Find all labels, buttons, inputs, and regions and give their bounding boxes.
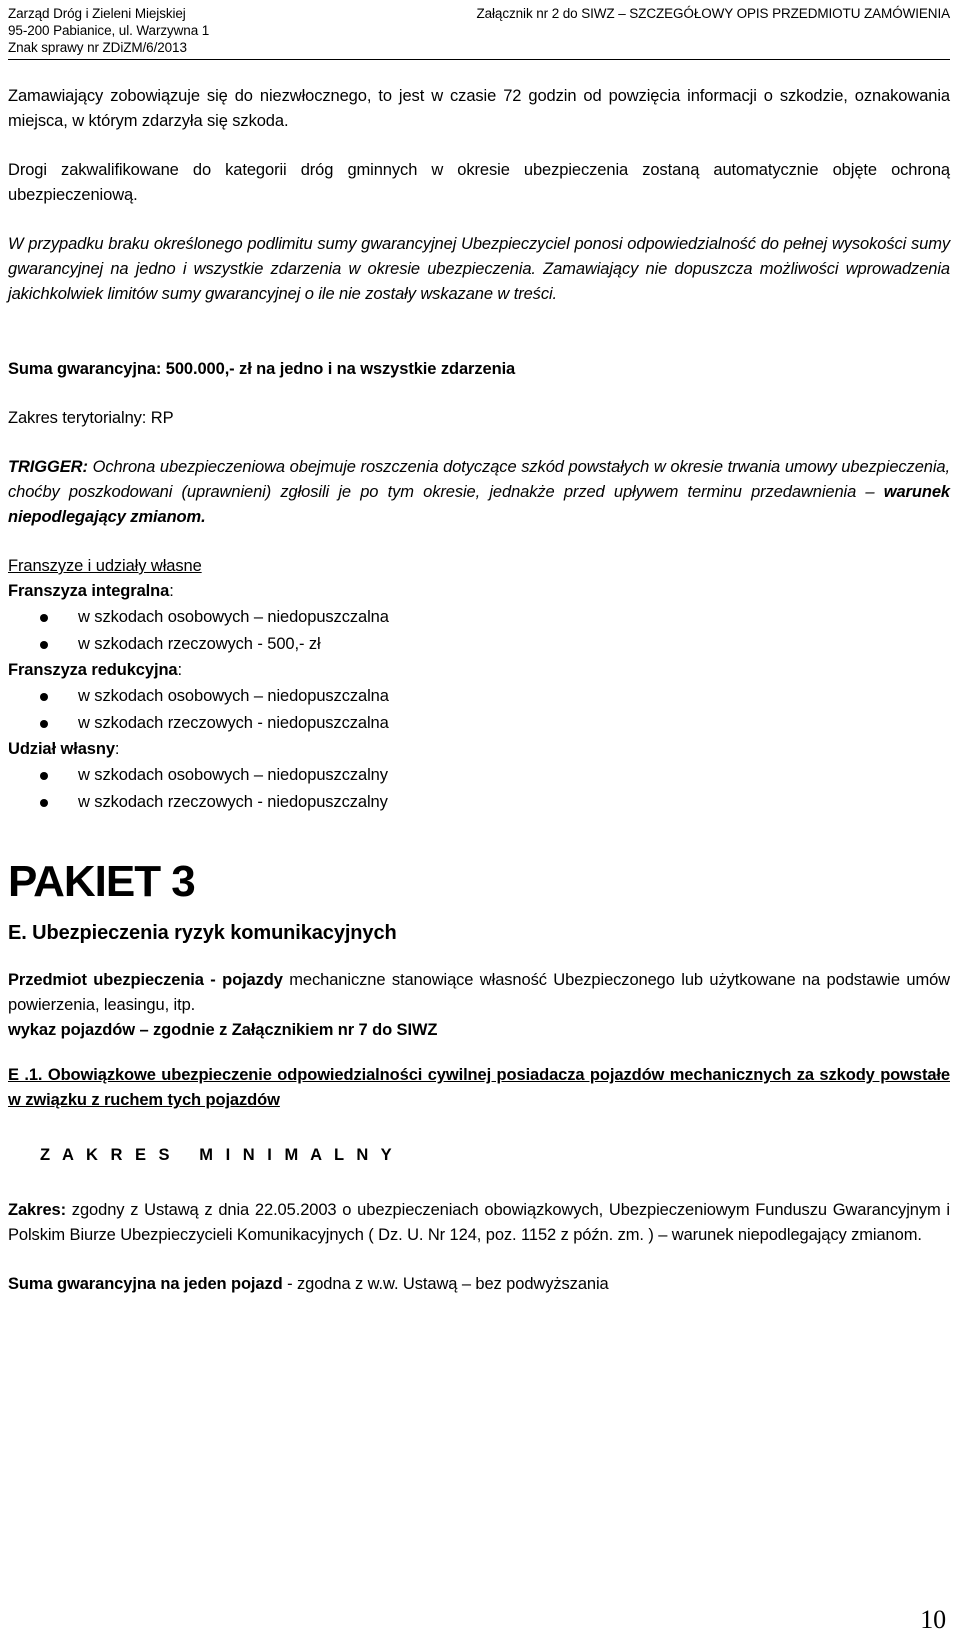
scope-text: zgodny z Ustawą z dnia 22.05.2003 o ubezpieczeniach obowiązkowych, Ubezpieczeniowym Funduszu Gwarancyjnym i Polskim Biurze Ubezpieczycieli Komunikacyjnych ( Dz. U. Nr 124, poz. 1152 z późn. zm. ) – warunek niepodlegający zmianom.: [8, 1201, 950, 1244]
vehicle-sum-paragraph: [8, 1272, 950, 1297]
case-number: Znak sprawy nr ZDiZM/6/2013: [8, 40, 187, 55]
territorial-scope: Zakres terytorialny: RP: [8, 409, 174, 427]
integral-franchise-label: Franszyza integralna:: [8, 582, 174, 600]
section-e1-title: E .1. Obowiązkowe ubezpieczenie odpowiedzialności cywilnej posiadacza pojazdów mechanicznych za szkody powstałe w związku z ruchem tych pojazdów: [8, 1066, 950, 1109]
header-organization: [8, 5, 209, 56]
deductibles-heading: Franszyze i udziały własne: [8, 557, 202, 575]
attachment-title: Załącznik nr 2 do SIWZ – SZCZEGÓŁOWY OPIS PRZEDMIOTU ZAMÓWIENIA: [476, 6, 950, 21]
scope-paragraph: [8, 1198, 950, 1248]
vehicle-sum-label: Suma gwarancyjna na jeden pojazd: [8, 1275, 283, 1293]
own-share-list: [8, 762, 950, 816]
trigger-label: TRIGGER:: [8, 458, 88, 476]
list-item: w szkodach rzeczowych - niedopuszczalna: [8, 710, 950, 737]
trigger-condition: warunek niepodlegający zmianom.: [8, 483, 950, 526]
reducing-franchise-list: [8, 683, 950, 737]
list-item: w szkodach osobowych – niedopuszczalny: [8, 762, 950, 789]
subject-text: mechaniczne stanowiące własność Ubezpieczonego lub użytkowane na podstawie umów powierzenia, leasingu, itp.: [8, 971, 950, 1014]
page-header: [8, 0, 950, 60]
subject-label: Przedmiot ubezpieczenia - pojazdy: [8, 971, 283, 989]
trigger-paragraph: [8, 455, 950, 530]
reducing-franchise-label: Franszyza redukcyjna:: [8, 661, 182, 679]
scope-label: Zakres:: [8, 1201, 67, 1219]
org-name: Zarząd Dróg i Zieleni Miejskiej: [8, 6, 186, 21]
trigger-text: Ochrona ubezpieczeniowa obejmuje roszczenia dotyczące szkód powstałych w okresie trwania umowy ubezpieczenia, choćby poszkodowani (uprawnieni) zgłosili je po tym okresie, jednakże przed upływem terminu przedawnienia –: [8, 458, 950, 501]
vehicle-list-note: wykaz pojazdów – zgodnie z Załącznikiem nr 7 do SIWZ: [8, 1021, 438, 1039]
list-item: w szkodach osobowych – niedopuszczalna: [8, 604, 950, 631]
section-e-title: E. Ubezpieczenia ryzyk komunikacyjnych: [8, 922, 397, 944]
package-title: PAKIET 3: [8, 857, 195, 906]
vehicle-sum-text: - zgodna z w.w. Ustawą – bez podwyższania: [282, 1275, 609, 1293]
list-item: w szkodach rzeczowych - niedopuszczalny: [8, 789, 950, 816]
paragraph-roads: Drogi zakwalifikowane do kategorii dróg gminnych w okresie ubezpieczenia zostaną automatycznie objęte ochroną ubezpieczeniową.: [8, 161, 950, 204]
own-share-label: Udział własny:: [8, 740, 120, 758]
subject-paragraph: [8, 968, 950, 1018]
list-item: w szkodach rzeczowych - 500,- zł: [8, 631, 950, 658]
paragraph-notification: Zamawiający zobowiązuje się do niezwłocznego, to jest w czasie 72 godzin od powzięcia informacji o szkodzie, oznakowania miejsca, w którym zdarzyła się szkoda.: [8, 87, 950, 130]
org-address: 95-200 Pabianice, ul. Warzywna 1: [8, 23, 210, 38]
list-item: w szkodach osobowych – niedopuszczalna: [8, 683, 950, 710]
sum-insured: Suma gwarancyjna: 500.000,- zł na jedno i na wszystkie zdarzenia: [8, 360, 516, 378]
integral-franchise-list: [8, 604, 950, 658]
page-number: 10: [920, 1605, 946, 1634]
paragraph-sublimit: W przypadku braku określonego podlimitu sumy gwarancyjnej Ubezpieczyciel ponosi odpowiedzialność do pełnej wysokości sumy gwarancyjnej na jedno i wszystkie zdarzenia w okresie ubezpieczenia. Zamawiający nie dopuszcza możliwości wprowadzenia jakichkolwiek limitów sumy gwarancyjnej o ile nie zostały wskazane w treści.: [8, 235, 950, 303]
minimum-scope-heading: Z A K R E S M I N I M A L N Y: [40, 1146, 396, 1164]
